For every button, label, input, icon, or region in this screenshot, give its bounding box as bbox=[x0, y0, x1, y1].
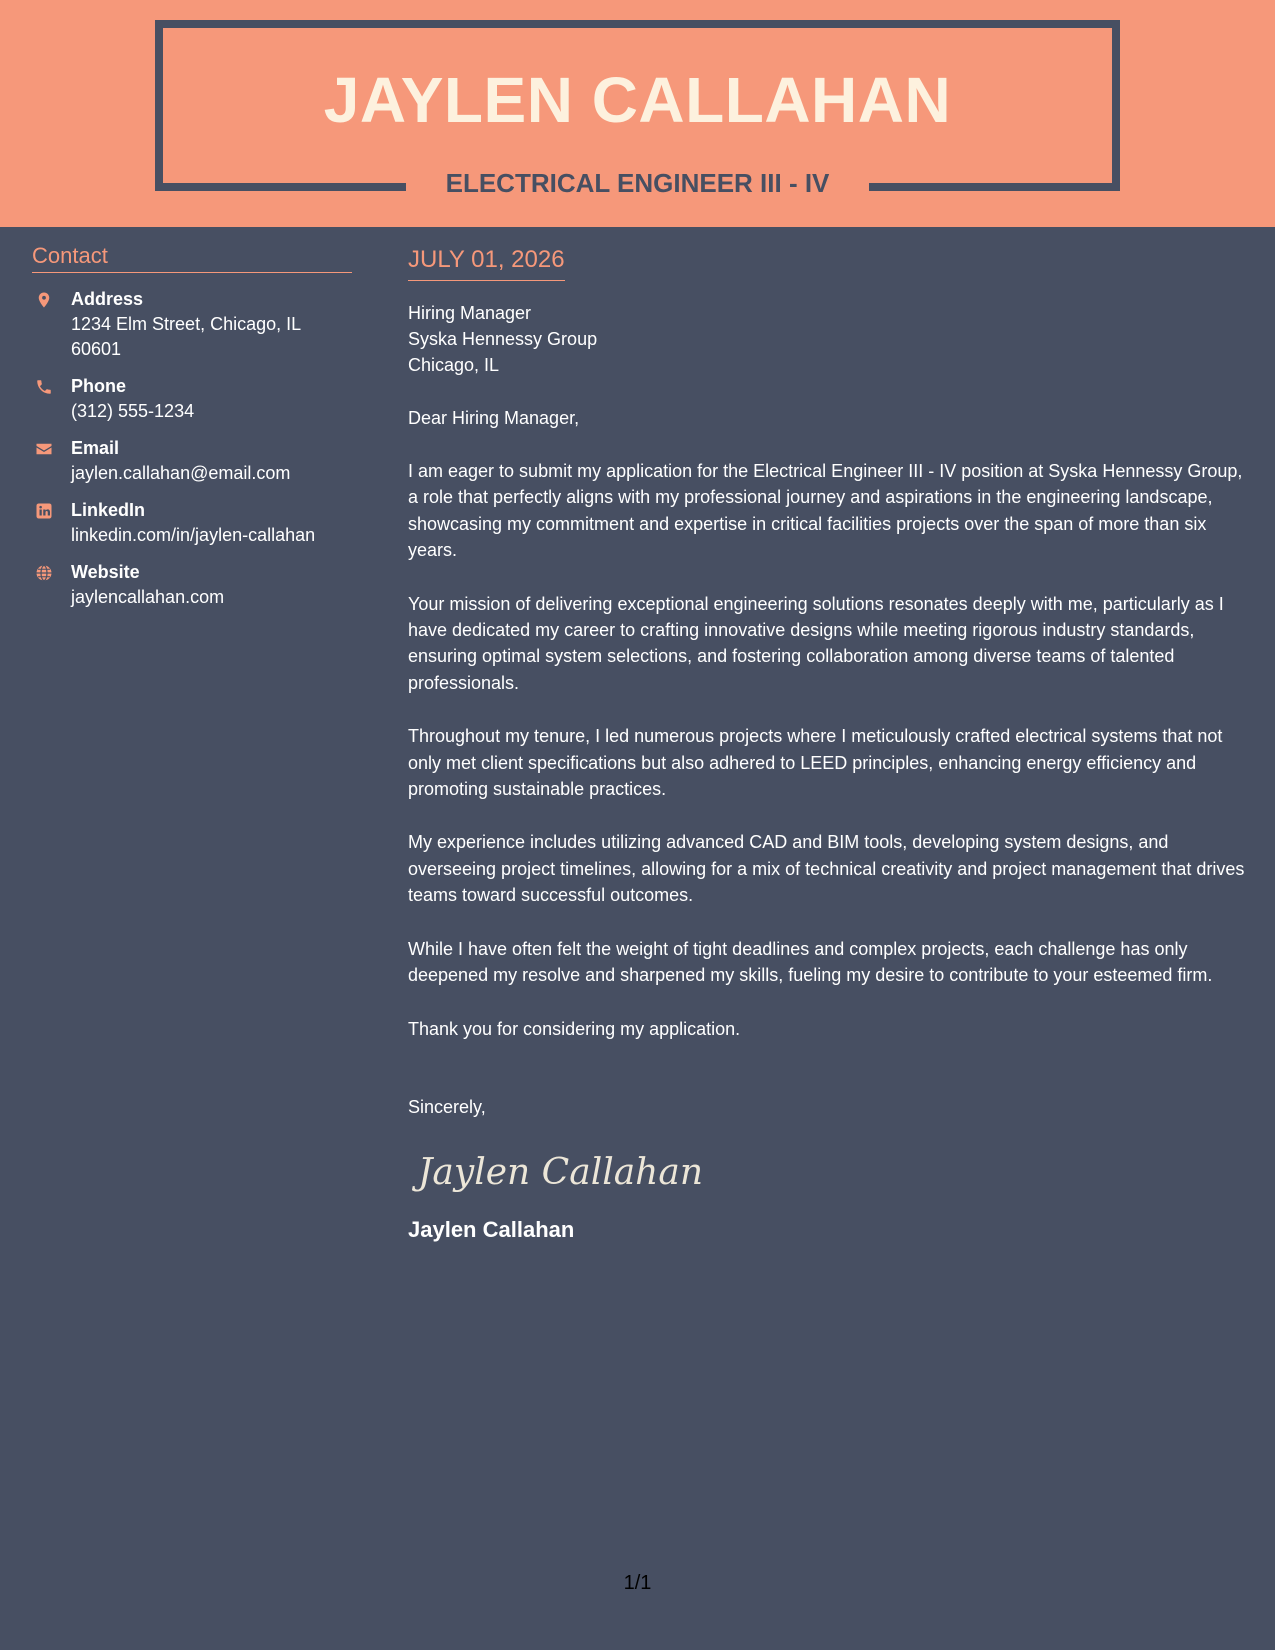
contact-item-address bbox=[32, 287, 352, 362]
letter-paragraph: Thank you for considering my application. bbox=[408, 1018, 741, 1039]
signature-text: Jaylen Callahan bbox=[418, 1151, 704, 1193]
recipient-line: Hiring Manager bbox=[408, 303, 532, 323]
contact-value: (312) 555-1234 bbox=[71, 401, 195, 421]
recipient-block bbox=[408, 300, 1253, 378]
globe-icon bbox=[35, 564, 53, 582]
contact-value: jaylencallahan.com bbox=[71, 587, 225, 607]
recipient-line: Chicago, IL bbox=[408, 355, 500, 375]
map-pin-icon bbox=[35, 291, 53, 309]
envelope-icon bbox=[35, 440, 53, 458]
contact-label: Phone bbox=[71, 376, 127, 396]
contact-label: Website bbox=[71, 562, 140, 582]
contact-item-phone bbox=[32, 374, 352, 424]
contact-heading: Contact bbox=[32, 242, 352, 273]
letter-paragraph: Your mission of delivering exceptional engineering solutions resonates deeply with me, particularly as I have dedicated my career to crafting innovative designs while meeting rigorous industry standards, ensuring optimal system selections, and fostering collaboration among diverse teams of talented professionals. bbox=[408, 593, 1224, 693]
header-banner bbox=[0, 0, 1275, 227]
contact-value: 1234 Elm Street, Chicago, IL 60601 bbox=[71, 314, 301, 359]
contact-item-website bbox=[32, 560, 352, 610]
contact-label: Address bbox=[71, 289, 144, 309]
contact-sidebar bbox=[32, 242, 352, 622]
page-number: 1/1 bbox=[623, 1572, 652, 1594]
letter-paragraph: Throughout my tenure, I led numerous projects where I meticulously crafted electrical systems that not only met client specifications but also adhered to LEED principles, enhancing energy efficiency and promoting sustainable practices. bbox=[408, 726, 1223, 800]
letter-paragraph: I am eager to submit my application for the Electrical Engineer III - IV position at Syska Hennessy Group, a role that perfectly aligns with my professional journey and aspirations in the engineering landscape, showcasing my commitment and expertise in critical facilities projects over the span of more than six years. bbox=[408, 461, 1243, 561]
closing: Sincerely, bbox=[408, 1096, 486, 1117]
contact-item-linkedin bbox=[32, 498, 352, 548]
contact-label: Email bbox=[71, 438, 120, 458]
phone-icon bbox=[35, 378, 53, 396]
contact-label: LinkedIn bbox=[71, 500, 146, 520]
contact-value: jaylen.callahan@email.com bbox=[71, 463, 291, 483]
signer-name: Jaylen Callahan bbox=[408, 1216, 575, 1242]
signature bbox=[414, 1142, 704, 1202]
linkedin-icon bbox=[35, 502, 53, 520]
job-title: ELECTRICAL ENGINEER III - IV bbox=[445, 168, 830, 198]
contact-value: linkedin.com/in/jaylen-callahan bbox=[71, 525, 316, 545]
candidate-name: JAYLEN CALLAHAN bbox=[323, 64, 952, 136]
contact-item-email bbox=[32, 436, 352, 486]
letter-body bbox=[408, 244, 1253, 1244]
recipient-line: Syska Hennessy Group bbox=[408, 329, 598, 349]
letter-paragraph: While I have often felt the weight of tight deadlines and complex projects, each challenge has only deepened my resolve and sharpened my skills, fueling my desire to contribute to your esteemed firm. bbox=[408, 938, 1213, 986]
greeting: Dear Hiring Manager, bbox=[408, 408, 580, 428]
letter-paragraph: My experience includes utilizing advanced CAD and BIM tools, developing system designs, and overseeing project timelines, allowing for a mix of technical creativity and project management that drives teams toward successful outcomes. bbox=[408, 832, 1245, 906]
letter-date: JULY 01, 2026 bbox=[408, 244, 565, 281]
